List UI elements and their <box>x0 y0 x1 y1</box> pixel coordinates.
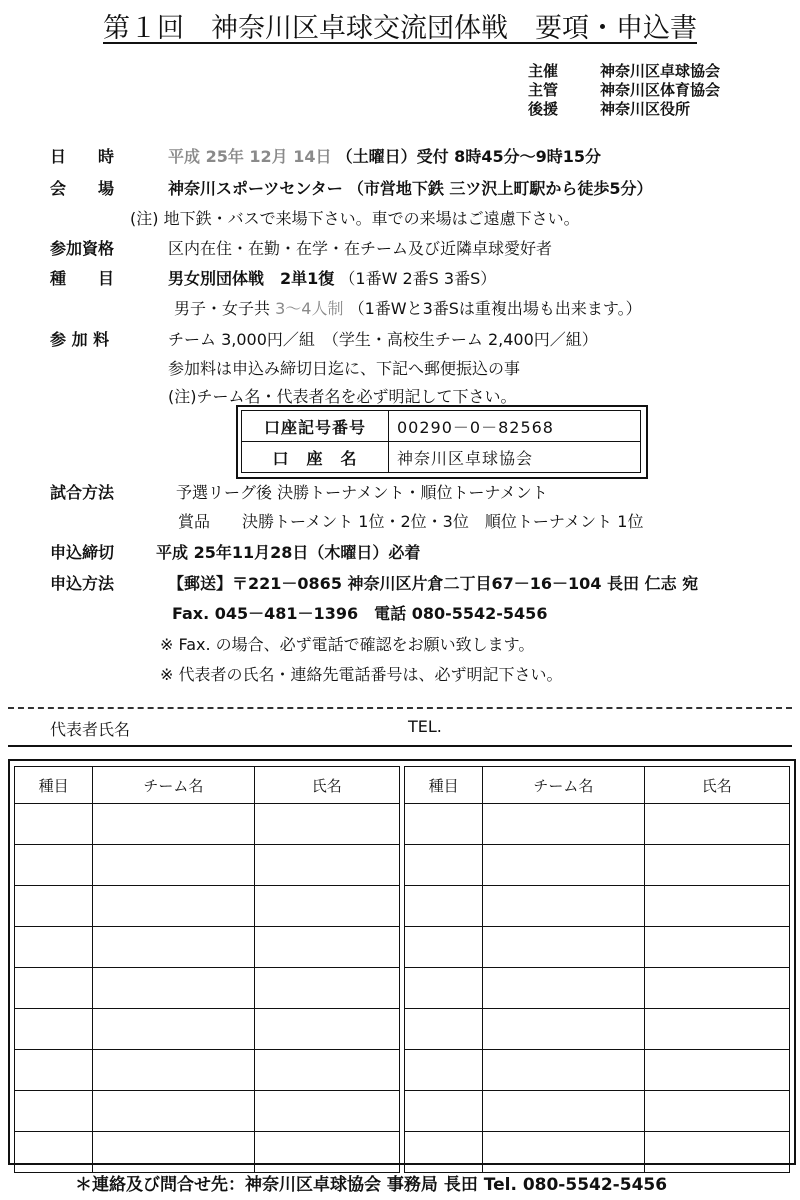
account-name-label: 口 座 名 <box>242 442 389 473</box>
organizer-role-manager: 主管 <box>528 81 559 99</box>
entry-cell-event-col[interactable] <box>405 927 483 968</box>
match-text2: 賞品 決勝トーメント 1位・2位・3位 順位トーナメント 1位 <box>178 512 644 531</box>
entry-cell-team-col[interactable] <box>483 845 644 886</box>
table-row <box>405 1091 790 1132</box>
table-row <box>15 1009 400 1050</box>
entry-table-left <box>14 766 400 1173</box>
entry-cell-event-col[interactable] <box>15 1050 93 1091</box>
table-row <box>405 1050 790 1091</box>
header-event-col-right: 種目 <box>405 767 483 804</box>
entry-cell-team-col[interactable] <box>93 804 254 845</box>
table-row <box>15 804 400 845</box>
entry-cell-event-col[interactable] <box>15 845 93 886</box>
venue-name: 神奈川スポーツセンター <box>168 179 343 198</box>
entry-cell-team-col[interactable] <box>93 886 254 927</box>
entry-cell-team-col[interactable] <box>93 1132 254 1173</box>
entry-cell-name-col[interactable] <box>644 927 789 968</box>
rep-underline <box>8 745 792 747</box>
table-row <box>15 968 400 1009</box>
venue-label: 会 場 <box>50 179 115 198</box>
page-title: 第１回 神奈川区卓球交流団体戦 要項・申込書 <box>103 13 697 44</box>
entry-cell-team-col[interactable] <box>93 927 254 968</box>
apply-note2: ※ 代表者の氏名・連絡先電話番号は、必ず明記下さい。 <box>160 665 563 684</box>
entry-header-row <box>15 767 400 804</box>
fee-text1: チーム 3,000円／組 （学生・高校生チーム 2,400円／組） <box>168 330 598 349</box>
apply-mail <box>168 571 698 594</box>
header-name-col-right: 氏名 <box>644 767 789 804</box>
entry-cell-event-col[interactable] <box>15 1091 93 1132</box>
fee-label: 参 加 料 <box>50 330 110 349</box>
entry-cell-name-col[interactable] <box>644 1050 789 1091</box>
table-row <box>405 845 790 886</box>
deadline-text: 平成 25年11月28日（木曜日）必着 <box>156 543 421 562</box>
account-name-value: 神奈川区卓球協会 <box>389 442 641 473</box>
entry-cell-team-col[interactable] <box>483 1132 644 1173</box>
table-row <box>405 968 790 1009</box>
apply-mail-tag: 【郵送】 <box>168 574 233 593</box>
events-line2-a: 男子・女子共 <box>174 299 271 318</box>
account-number-label: 口座記号番号 <box>242 411 389 442</box>
entry-cell-team-col[interactable] <box>483 804 644 845</box>
entry-cell-name-col[interactable] <box>254 927 399 968</box>
table-row <box>405 804 790 845</box>
eligibility-label: 参加資格 <box>50 239 115 258</box>
entry-cell-name-col[interactable] <box>644 845 789 886</box>
entry-cell-event-col[interactable] <box>15 1132 93 1173</box>
table-row <box>15 886 400 927</box>
entry-cell-event-col[interactable] <box>405 1132 483 1173</box>
entry-cell-name-col[interactable] <box>254 1091 399 1132</box>
entry-cell-team-col[interactable] <box>93 968 254 1009</box>
organizer-name-sponsor: 神奈川区役所 <box>600 100 691 118</box>
entry-cell-event-col[interactable] <box>405 968 483 1009</box>
events-line1-c: （1番W 2番S 3番S） <box>339 269 497 288</box>
apply-mail-address: 〒221－0865 神奈川区片倉二丁目67－16－104 長田 仁志 宛 <box>232 574 699 593</box>
entry-cell-name-col[interactable] <box>254 968 399 1009</box>
events-line2-c: （1番Wと3番Sは重複出場も出来ます。） <box>348 299 642 318</box>
entry-cell-name-col[interactable] <box>254 804 399 845</box>
fee-text2: 参加料は申込み締切日迄に、下記へ郵便振込の事 <box>168 359 521 378</box>
header-team-col-right: チーム名 <box>483 767 644 804</box>
organizer-name-manager: 神奈川区体育協会 <box>600 81 721 99</box>
events-label: 種 目 <box>50 269 115 288</box>
entry-cell-name-col[interactable] <box>644 886 789 927</box>
entry-cell-name-col[interactable] <box>644 804 789 845</box>
entry-cell-team-col[interactable] <box>483 1091 644 1132</box>
apply-contact <box>172 601 547 624</box>
entry-cell-event-col[interactable] <box>15 1009 93 1050</box>
account-number-row <box>242 411 641 442</box>
events-line2-b: 3～4人制 <box>275 299 344 318</box>
entry-cell-team-col[interactable] <box>93 845 254 886</box>
entry-cell-name-col[interactable] <box>254 886 399 927</box>
datetime-label: 日 時 <box>50 147 115 166</box>
entry-cell-team-col[interactable] <box>483 886 644 927</box>
entry-cell-team-col[interactable] <box>93 1009 254 1050</box>
entry-cell-event-col[interactable] <box>15 968 93 1009</box>
entry-header-row <box>405 767 790 804</box>
events-line1-b: 2単1復 <box>280 269 335 288</box>
entry-cell-team-col[interactable] <box>483 1009 644 1050</box>
account-name-row <box>242 442 641 473</box>
events-line1-a: 男女別団体戦 <box>168 269 265 288</box>
entry-cell-event-col[interactable] <box>405 845 483 886</box>
apply-fax: Fax. 045－481－1396 <box>172 604 359 623</box>
table-row <box>405 1132 790 1173</box>
entry-cell-name-col[interactable] <box>644 1009 789 1050</box>
events-line1 <box>168 266 496 289</box>
table-row <box>15 845 400 886</box>
venue-note: (注) 地下鉄・バスで来場下さい。車での来場はご遠慮下さい。 <box>130 209 580 228</box>
entry-form-frame <box>8 759 796 1165</box>
entry-cell-event-col[interactable] <box>15 804 93 845</box>
rep-name-label: 代表者氏名 <box>50 720 131 739</box>
rep-tel-label: TEL. <box>408 717 442 736</box>
table-row <box>15 1132 400 1173</box>
entry-cell-team-col[interactable] <box>93 1091 254 1132</box>
entry-table-right <box>404 766 790 1173</box>
entry-cell-event-col[interactable] <box>405 1091 483 1132</box>
apply-label: 申込方法 <box>50 574 115 593</box>
entry-cell-name-col[interactable] <box>254 1009 399 1050</box>
match-label: 試合方法 <box>50 483 115 502</box>
apply-tel-label: 電話 <box>374 604 407 623</box>
header-event-col-left: 種目 <box>15 767 93 804</box>
account-number-value: 00290－0－82568 <box>389 411 641 442</box>
datetime-value <box>168 144 601 167</box>
organizer-name-host: 神奈川区卓球協会 <box>600 62 721 80</box>
fee-text3: (注)チーム名・代表者名を必ず明記して下さい。 <box>168 387 517 406</box>
table-row <box>15 1091 400 1132</box>
entry-cell-event-col[interactable] <box>405 1009 483 1050</box>
entry-cell-name-col[interactable] <box>644 1091 789 1132</box>
entry-cell-team-col[interactable] <box>483 1050 644 1091</box>
deadline-label: 申込締切 <box>50 543 115 562</box>
account-table <box>241 410 641 473</box>
match-text1: 予選リーグ後 決勝トーナメント・順位トーナメント <box>176 483 548 502</box>
footer-contact: ＊連絡及び問合せ先：神奈川区卓球協会 事務局 長田 Tel. 080-5542-5456 <box>75 1175 668 1195</box>
table-row <box>15 927 400 968</box>
header-team-col-left: チーム名 <box>93 767 254 804</box>
venue-value <box>168 176 653 199</box>
eligibility-text: 区内在住・在勤・在学・在チーム及び近隣卓球愛好者 <box>168 239 553 258</box>
organizer-role-host: 主催 <box>528 62 559 80</box>
venue-access: （市営地下鉄 三ツ沢上町駅から徒歩5分） <box>347 179 653 198</box>
table-row <box>15 1050 400 1091</box>
table-row <box>405 927 790 968</box>
entry-cell-team-col[interactable] <box>483 968 644 1009</box>
events-line2 <box>174 296 642 319</box>
entry-cell-team-col[interactable] <box>483 927 644 968</box>
entry-cell-name-col[interactable] <box>254 845 399 886</box>
datetime-rest: （土曜日）受付 8時45分～9時15分 <box>336 147 601 166</box>
entry-cell-event-col[interactable] <box>405 886 483 927</box>
organizer-role-sponsor: 後援 <box>528 100 559 118</box>
entry-cell-name-col[interactable] <box>254 1132 399 1173</box>
table-row <box>405 886 790 927</box>
entry-cell-event-col[interactable] <box>15 927 93 968</box>
apply-note1: ※ Fax. の場合、必ず電話で確認をお願い致します。 <box>160 635 535 654</box>
header-name-col-left: 氏名 <box>254 767 399 804</box>
apply-tel: 080-5542-5456 <box>411 604 548 623</box>
account-box <box>236 405 648 479</box>
entry-cell-name-col[interactable] <box>254 1050 399 1091</box>
entry-cell-event-col[interactable] <box>15 886 93 927</box>
datetime-date: 平成 25年 12月 14日 <box>168 147 332 166</box>
entry-cell-name-col[interactable] <box>644 1132 789 1173</box>
table-row <box>405 1009 790 1050</box>
entry-cell-name-col[interactable] <box>644 968 789 1009</box>
entry-cell-team-col[interactable] <box>93 1050 254 1091</box>
entry-cell-event-col[interactable] <box>405 804 483 845</box>
cut-line <box>8 707 792 709</box>
entry-cell-event-col[interactable] <box>405 1050 483 1091</box>
